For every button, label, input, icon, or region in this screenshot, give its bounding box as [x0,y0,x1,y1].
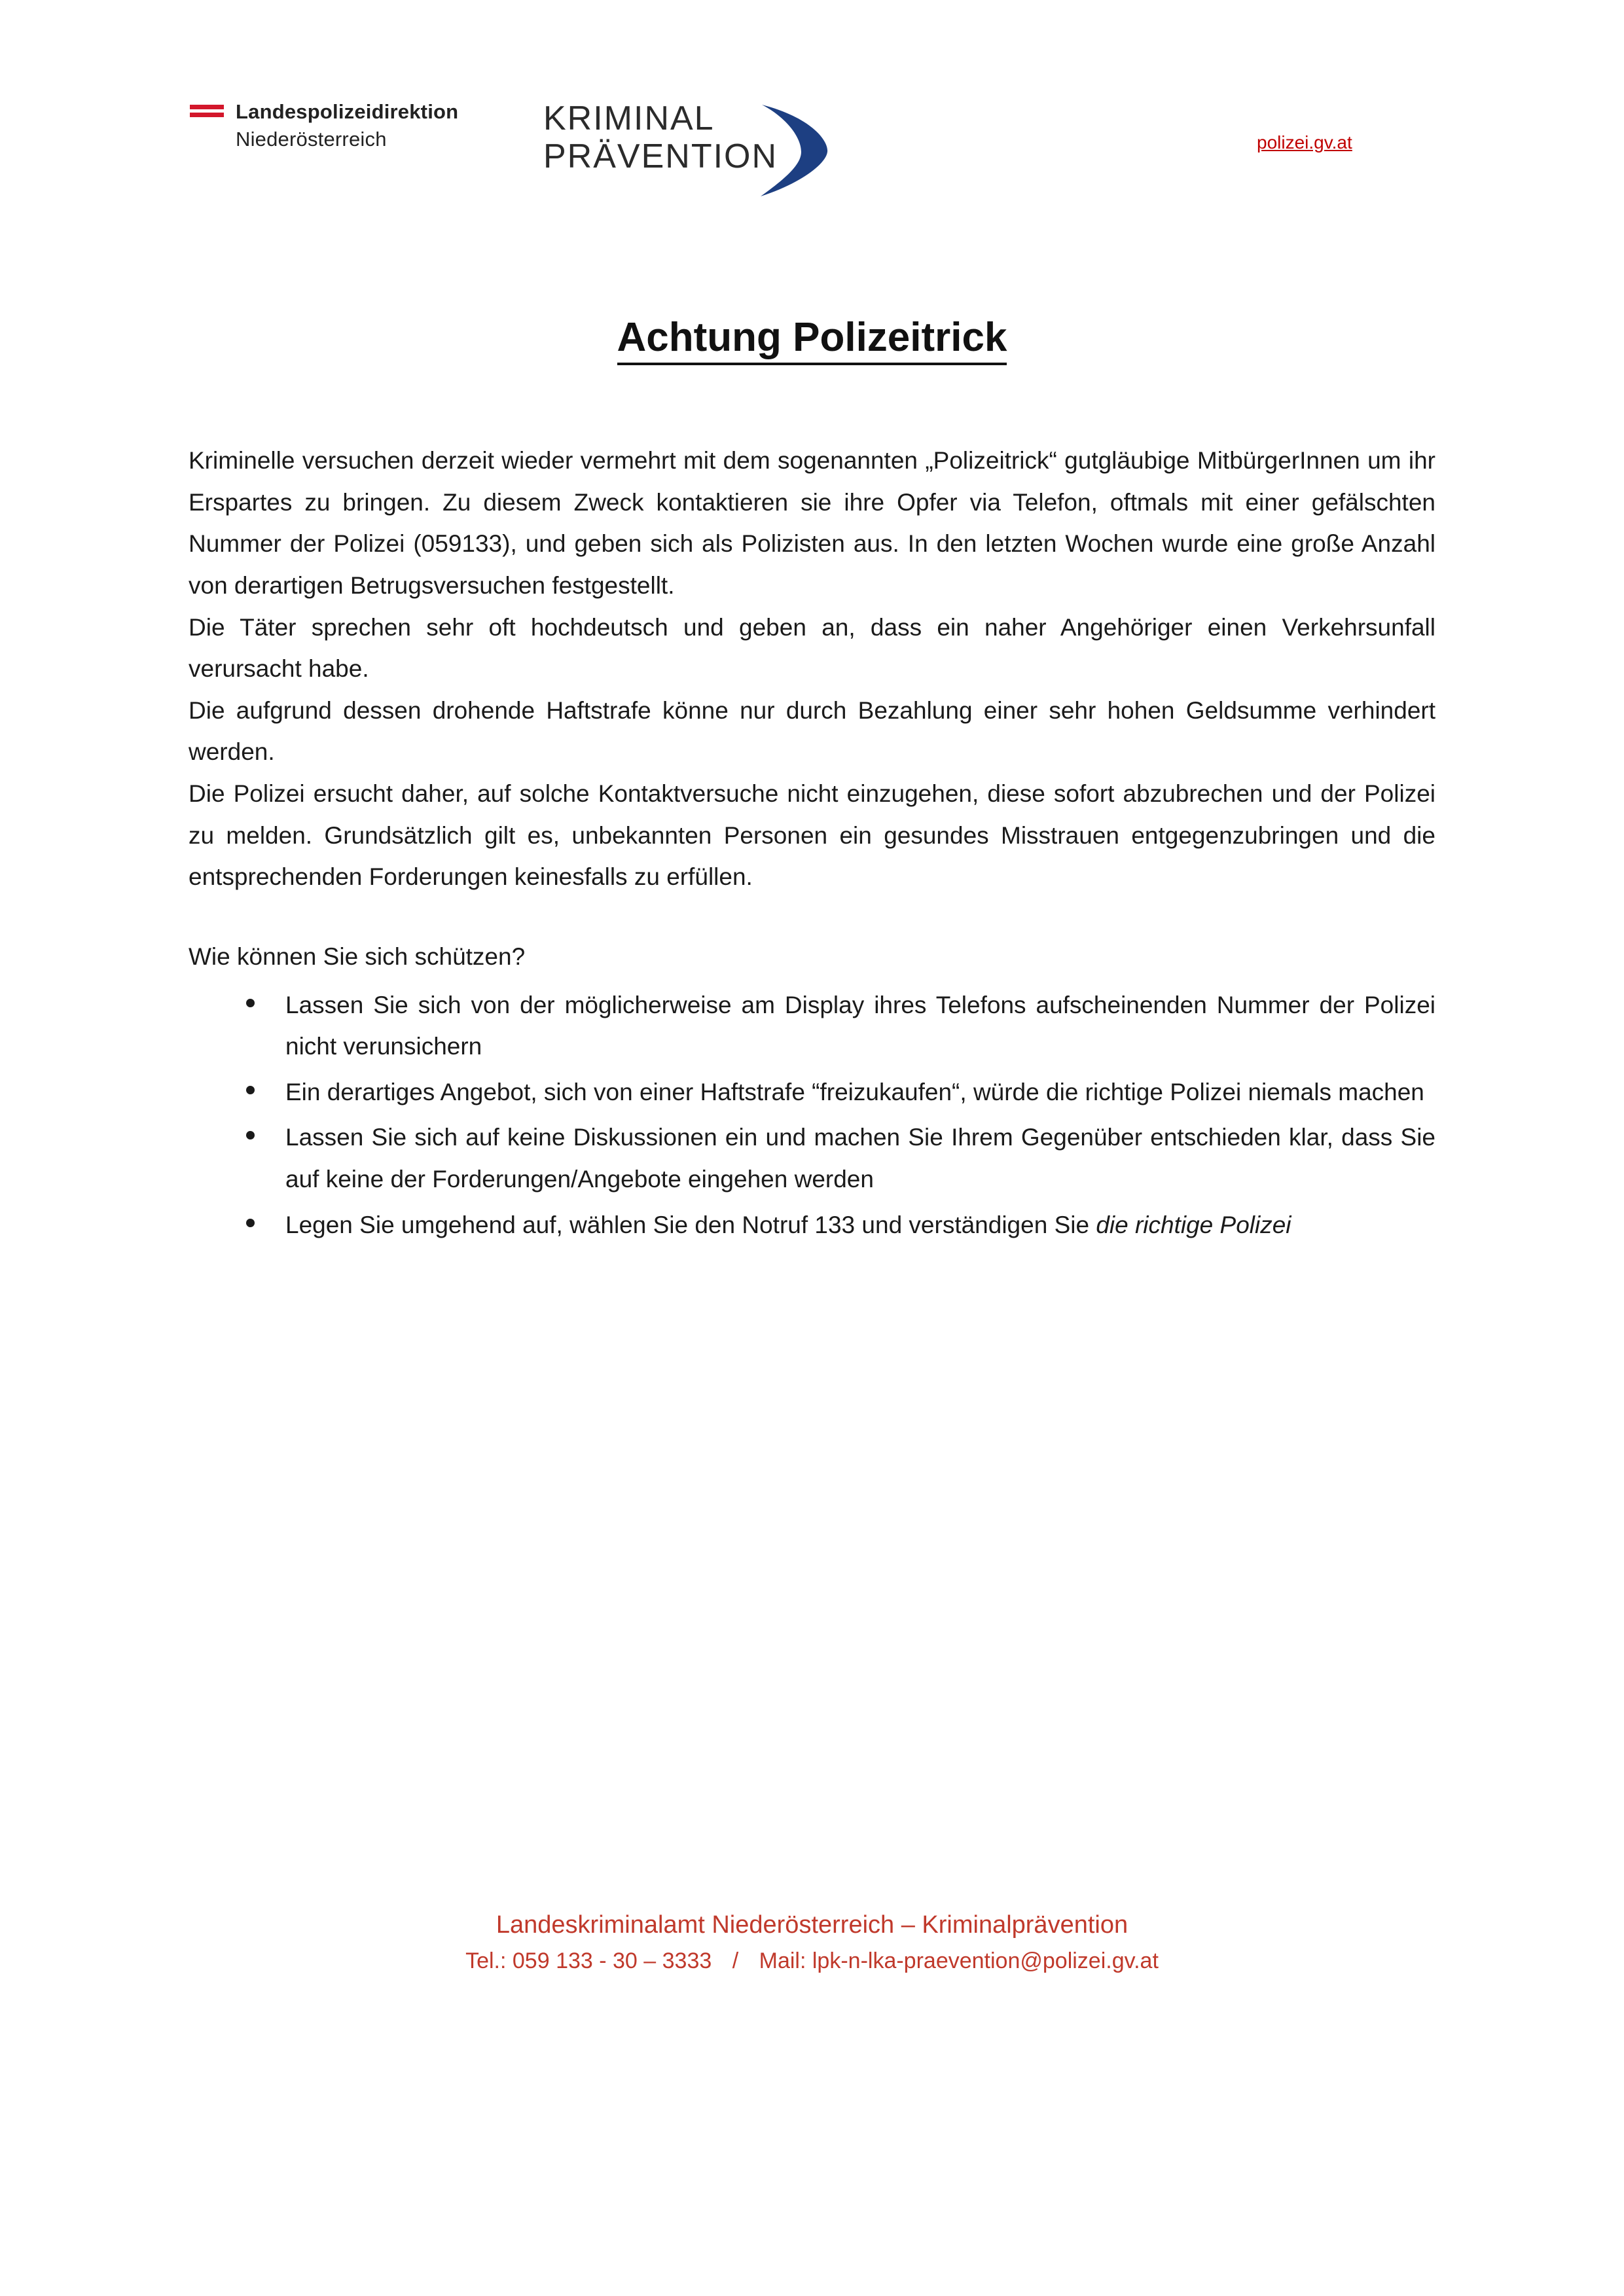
logo-line-2: Niederösterreich [236,127,387,151]
brand-line-1: KRIMINAL [543,99,715,137]
kriminalpraevention-wordmark [543,99,778,175]
bullet-icon [246,1219,255,1227]
document-body [189,440,1435,1249]
page-title-text: Achtung Polizeitrick [617,315,1007,365]
list-item-text: Lassen Sie sich auf keine Diskussionen ein und machen Sie Ihrem Gegenüber entschieden klar, dass Sie auf keine der Forderungen/Angebote eingehen werden [285,1124,1435,1193]
protection-question: Wie können Sie sich schützen? [189,942,526,970]
footer-contact [0,1948,1624,1974]
footer-organisation: Landeskriminalamt Niederösterreich – Kriminalprävention [496,1911,1128,1939]
logo-text [236,98,458,153]
paragraph-4: Die Polizei ersucht daher, auf solche Kontaktversuche nicht einzugehen, diese sofort abzubrechen und der Polizei zu melden. Grundsätzlich gilt es, unbekannten Personen ein gesundes Misstrauen entgegenzubringen und die entsprechenden Forderungen keinesfalls zu erfüllen. [189,780,1435,891]
blue-swoosh-icon [750,101,835,199]
bullet-icon [246,999,255,1007]
footer-separator: / [732,1948,739,1973]
page-header [0,79,1624,229]
list-item-text: Legen Sie umgehend auf, wählen Sie den Notruf 133 und verständigen Sie [285,1211,1096,1238]
list-item [189,1071,1435,1113]
protection-tips-list [189,984,1435,1246]
landespolizeidirektion-logo [190,98,458,153]
paragraph-1: Kriminelle versuchen derzeit wieder vermehrt mit dem sogenannten „Polizeitrick“ gutgläubige MitbürgerInnen um ihr Erspartes zu bringen. Zu diesem Zweck kontaktieren sie ihre Opfer via Telefon, oftmals mit einer gefälschten Nummer der Polizei (059133), und geben sich als Polizisten aus. In den letzten Wochen wurde eine große Anzahl von derartigen Betrugsversuchen festgestellt. [189,447,1435,599]
list-item [189,984,1435,1067]
list-item-text: Lassen Sie sich von der möglicherweise am Display ihres Telefons aufscheinenden Nummer der Polizei nicht verunsichern [285,991,1435,1060]
bullet-icon [246,1086,255,1094]
list-item-emphasis: die richtige Polizei [1096,1211,1291,1238]
footer-mail: Mail: lpk-n-lka-praevention@polizei.gv.at [759,1948,1159,1973]
content-spacer [189,898,1435,936]
paragraph-2: Die Täter sprechen sehr oft hochdeutsch und geben an, dass ein naher Angehöriger einen Verkehrsunfall verursacht habe. [189,613,1435,683]
list-item [189,1117,1435,1200]
brand-line-2: PRÄVENTION [543,137,778,176]
website-link[interactable]: polizei.gv.at [1257,132,1352,152]
page-footer [0,1911,1624,1974]
page-title [0,314,1624,361]
list-item-text: Ein derartiges Angebot, sich von einer Haftstrafe “freizukaufen“, würde die richtige Polizei niemals machen [285,1078,1424,1105]
paragraph-3: Die aufgrund dessen drohende Haftstrafe könne nur durch Bezahlung einer sehr hohen Geldsumme verhindert werden. [189,696,1435,766]
kriminalpraevention-logo [543,85,857,203]
austria-flag-icon [190,105,224,117]
footer-phone: Tel.: 059 133 - 30 – 3333 [465,1948,712,1973]
bullet-icon [246,1131,255,1139]
logo-line-1: Landespolizeidirektion [236,100,459,123]
list-item [189,1204,1435,1246]
